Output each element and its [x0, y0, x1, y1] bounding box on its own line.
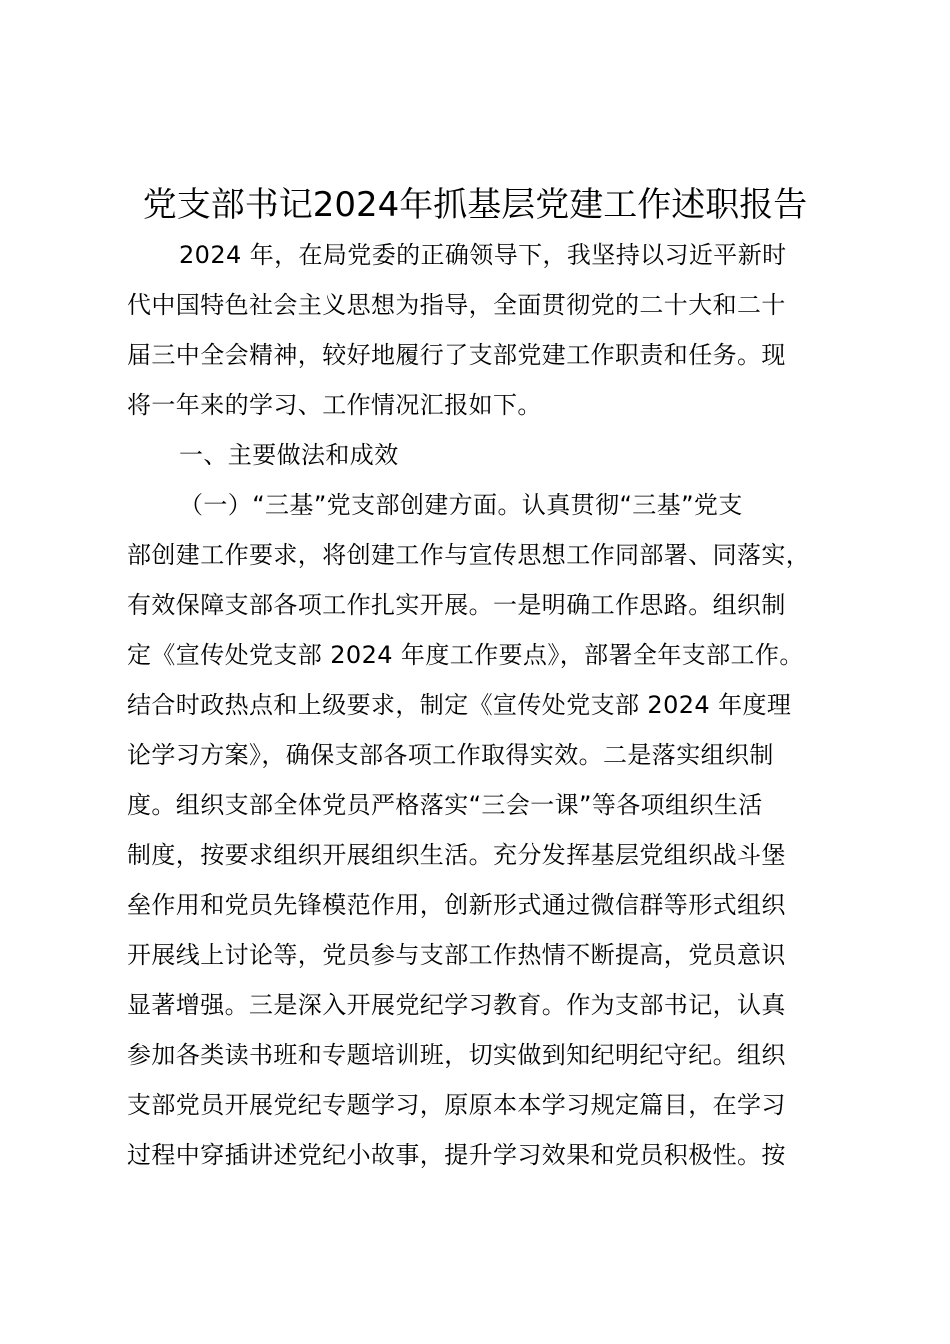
- paragraph-line: 度。组织支部全体党员严格落实“三会一课”等各项组织生活: [127, 791, 763, 819]
- paragraph-line: 定《宣传处党支部 2024 年度工作要点》，部署全年支部工作。: [127, 641, 804, 669]
- paragraph-line: 显著增强。三是深入开展党纪学习教育。作为支部书记，认真: [127, 991, 786, 1019]
- section-heading: 一、主要做法和成效: [179, 441, 399, 469]
- paragraph-line: 支部党员开展党纪专题学习，原原本本学习规定篇目，在学习: [127, 1091, 786, 1119]
- paragraph-line: 制度，按要求组织开展组织生活。充分发挥基层党组织战斗堡: [127, 841, 786, 869]
- paragraph-line: 参加各类读书班和专题培训班，切实做到知纪明纪守纪。组织: [127, 1041, 786, 1069]
- paragraph-line: 将一年来的学习、工作情况汇报如下。: [127, 391, 542, 419]
- paragraph-line: 有效保障支部各项工作扎实开展。一是明确工作思路。组织制: [127, 591, 786, 619]
- paragraph-line: 代中国特色社会主义思想为指导，全面贯彻党的二十大和二十: [127, 291, 786, 319]
- paragraph-line: 部创建工作要求，将创建工作与宣传思想工作同部署、同落实，: [127, 541, 811, 569]
- paragraph-line: 开展线上讨论等，党员参与支部工作热情不断提高，党员意识: [127, 941, 786, 969]
- paragraph-line: 结合时政热点和上级要求，制定《宣传处党支部 2024 年度理: [127, 691, 792, 719]
- page-title: 党支部书记2024年抓基层党建工作述职报告: [142, 185, 808, 225]
- paragraph-line: 论学习方案》，确保支部各项工作取得实效。二是落实组织制: [127, 741, 774, 769]
- paragraph-line: （一）“三基”党支部创建方面。认真贯彻“三基”党支: [179, 491, 743, 519]
- paragraph-line: 届三中全会精神，较好地履行了支部党建工作职责和任务。现: [127, 341, 786, 369]
- paragraph-line: 垒作用和党员先锋模范作用，创新形式通过微信群等形式组织: [127, 891, 786, 919]
- report-body: [127, 230, 837, 1180]
- paragraph-line: 2024 年，在局党委的正确领导下，我坚持以习近平新时: [179, 241, 787, 269]
- paragraph-line: 过程中穿插讲述党纪小故事，提升学习效果和党员积极性。按: [127, 1141, 786, 1169]
